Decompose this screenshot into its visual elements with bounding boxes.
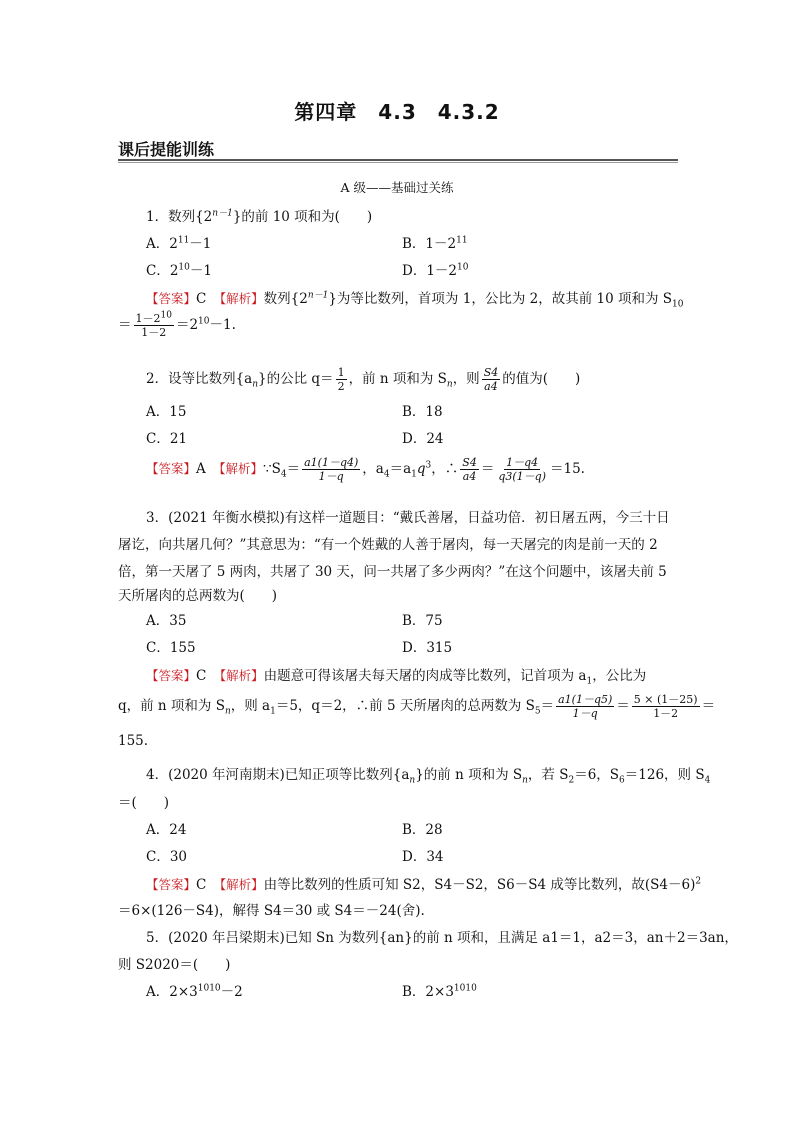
q3-stem-line1: 3．(2021 年衡水模拟)有这样一道题目：“戴氏善屠，日益功倍．初日屠五两，今三十日 (146, 510, 670, 526)
heading-divider-thin (118, 162, 678, 163)
q2-option-a: A．15 (146, 404, 187, 420)
q4-analysis-line2: ＝6×(126－S4)，解得 S4＝30 或 S4＝－24(舍). (118, 903, 425, 919)
q1-option-c: C．$2^{10}-1$ (146, 262, 212, 279)
q3-option-d: D．315 (402, 640, 453, 656)
q5-stem-line1: 5．(2020 年吕梁期末)已知 Sn 为数列{an}的前 n 项和，且满足 a1＝1，a2＝3，an＋2＝3an， (146, 930, 738, 946)
page-title: 第四章 4.3 4.3.2 (294, 100, 500, 124)
q4-option-c: C．30 (146, 849, 188, 865)
q3-analysis-line3: 155. (118, 733, 149, 749)
q3-stem-line3: 倍，第一天屠了 5 两肉，共屠了 30 天，问一共屠了多少两肉？”在这个问题中，该屠夫前 5 (118, 564, 667, 580)
q4-stem-line2: ＝( ) (118, 795, 170, 811)
q4-option-a: A．24 (146, 822, 187, 838)
q5-stem-line2: 则 S2020＝( ) (118, 957, 231, 973)
q3-analysis-line2: q，前 n 项和为 $S_n$，则 $a_1=5$，q＝2，∴前 5 天所屠肉的总两数为 $S_5=$ $\frac{a1(1-q5)}{1-q}$ ＝ $\frac{5 \times (1-25)}{1-2}$ ＝ (118, 693, 716, 720)
q3-option-a: A．35 (146, 613, 187, 629)
q1-option-b: B．$1-2^{11}$ (402, 235, 468, 252)
level-heading: A 级——基础过关练 (340, 180, 454, 195)
q5-option-a: A．$2\times 3^{1010}-2$ (146, 983, 243, 1000)
q4-stem-line1: 4．(2020 年河南期末)已知正项等比数列$\{a_n\}$的前 n 项和为 $S_n$，若 $S_2=6$，$S_6=126$，则 $S_4$ (146, 767, 711, 786)
q2-option-b: B．18 (402, 404, 443, 420)
q5-option-b: B．$2\times 3^{1010}$ (402, 983, 477, 1000)
q1-stem: 1．数列$\{2^{n-1}\}$的前 10 项和为( ) (146, 208, 373, 225)
q1-option-a: A．$2^{11}-1$ (146, 235, 212, 252)
q2-stem: 2．设等比数列$\{a_n\}$的公比 q＝ $\frac{1}{2}$ ，前 n 项和为 $S_n$，则 $\frac{S4}{a4}$ 的值为( ) (146, 366, 581, 393)
q3-answer: 【答案】C 【解析】由题意可得该屠夫每天屠的肉成等比数列，记首项为 $a_1$，公比为 (146, 668, 647, 687)
section-heading: 课后提能训练 (118, 140, 215, 159)
q4-option-b: B．28 (402, 822, 443, 838)
q4-option-d: D．34 (402, 849, 444, 865)
q3-option-c: C．155 (146, 640, 196, 656)
q2-answer: 【答案】A 【解析】$\because S_4=$ $\frac{a1(1-q4)}{1-q}$ ，$a_4=a_1q^3$，∴ $\frac{S4}{a4}$ ＝ $\frac{1-q4}{q3(1-q)}$ ＝15. (146, 456, 585, 483)
q2-option-c: C．21 (146, 431, 188, 447)
q3-stem-line2: 屠讫，向共屠几何？”其意思为：“有一个姓戴的人善于屠肉，每一天屠完的肉是前一天的 2 (118, 537, 658, 553)
q4-answer: 【答案】C 【解析】由等比数列的性质可知 S2，S4－S2，S6－S4 成等比数列，故$(S4-6)^2$ (146, 876, 702, 893)
q3-option-b: B．75 (402, 613, 443, 629)
q1-option-d: D．$1-2^{10}$ (402, 262, 469, 279)
heading-divider (118, 159, 678, 161)
q1-answer: 【答案】C 【解析】数列$\{2^{n-1}\}$为等比数列，首项为 1，公比为 2，故其前 10 项和为 $S_{10}$ (146, 290, 684, 310)
q3-stem-line4: 天所屠肉的总两数为( ) (118, 588, 278, 604)
q2-option-d: D．24 (402, 431, 444, 447)
q1-analysis-line2: ＝ $\frac{1-2^{10}}{1-2}$ $=2^{10}-1$. (118, 310, 236, 339)
